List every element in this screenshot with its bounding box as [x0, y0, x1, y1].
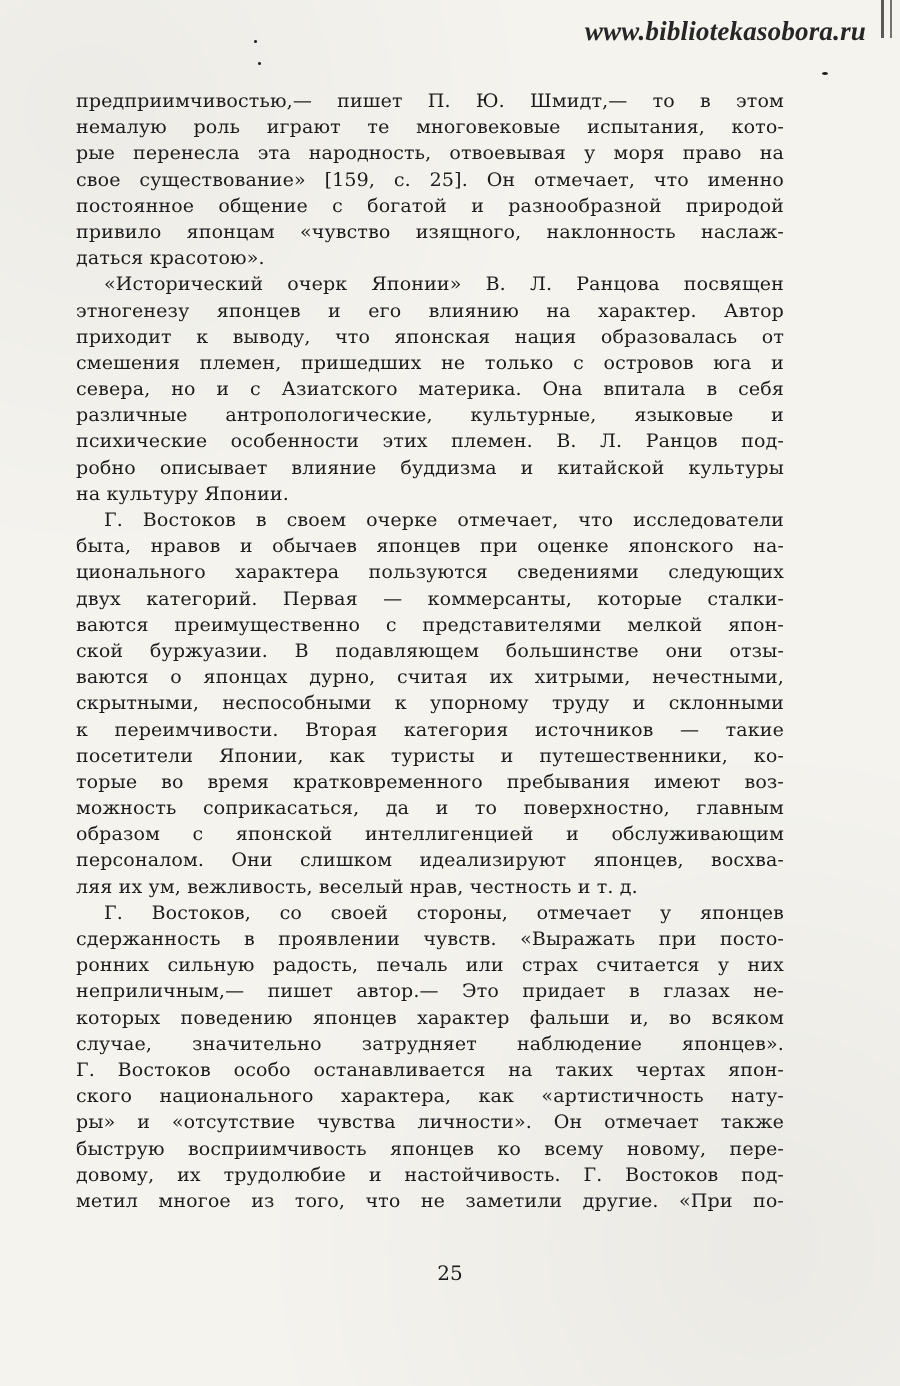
- text-line: двух категорий. Первая — коммерсанты, которые сталки-: [76, 587, 784, 610]
- text-line: робно описывает влияние буддизма и китайской культуры: [76, 456, 784, 479]
- text-line: торые во время кратковременного пребывания имеют воз-: [76, 770, 784, 793]
- text-line: Г. Востоков особо останавливается на таких чертах япон-: [76, 1058, 784, 1081]
- text-line: скрытными, неспособными к упорному труду и склонными: [76, 692, 784, 715]
- text-line: предприимчивостью,— пишет П. Ю. Шмидт,— то в этом: [76, 90, 784, 112]
- text-line: приходит к выводу, что японская нация образовалась от: [76, 325, 784, 348]
- text-line: привило японцам «чувство изящного, наклонность наслаж-: [76, 220, 784, 243]
- text-line: ского национального характера, как «артистичность нату-: [76, 1085, 784, 1108]
- text-line: неприличным,— пишет автор.— Это придает в глазах не-: [76, 980, 784, 1003]
- text-line: которых поведению японцев характер фальши и, во всяком: [76, 1006, 784, 1029]
- text-line: быта, нравов и обычаев японцев при оценке японского на-: [76, 535, 784, 558]
- text-line: ваются преимущественно с представителями мелкой япон-: [76, 613, 784, 636]
- text-line: метил многое из того, что не заметили другие. «При по-: [76, 1189, 784, 1212]
- text-line: рые перенесла эта народность, отвоевывая у моря право на: [76, 142, 784, 165]
- text-line: севера, но и с Азиатского материка. Она впитала в себя: [76, 378, 784, 401]
- text-line: Г. Востоков, со своей стороны, отмечает у японцев: [104, 901, 784, 924]
- scan-speck: [254, 40, 257, 43]
- text-line: быструю восприимчивость японцев ко всему новому, пере-: [76, 1137, 784, 1160]
- text-line: к переимчивости. Вторая категория источников — такие: [76, 718, 784, 741]
- text-line: смешения племен, пришедших не только с островов юга и: [76, 351, 784, 374]
- text-line: персоналом. Они слишком идеализируют японцев, восхва-: [76, 849, 784, 872]
- text-line: посетители Японии, как туристы и путешественники, ко-: [76, 744, 784, 767]
- site-watermark: www.bibliotekasobora.ru: [584, 16, 866, 46]
- text-line: ры» и «отсутствие чувства личности». Он отмечает также: [76, 1111, 784, 1134]
- text-line: «Исторический очерк Японии» В. Л. Ранцова посвящен: [104, 273, 784, 296]
- text-line: на культуру Японии.: [76, 482, 289, 505]
- text-line: этногенезу японцев и его влиянию на характер. Автор: [76, 299, 784, 322]
- page-number: 25: [437, 1261, 463, 1285]
- scan-speck: [258, 62, 261, 65]
- text-line: ской буржуазии. В подавляющем большинстве они отзы-: [76, 639, 784, 662]
- page-edge-mark: [881, 0, 892, 38]
- text-line: ляя их ум, вежливость, веселый нрав, честность и т. д.: [76, 875, 638, 898]
- text-line: ронних сильную радость, печаль или страх считается у них: [76, 954, 784, 977]
- text-line: даться красотою».: [76, 247, 265, 270]
- text-line: психические особенности этих племен. В. Л. Ранцов под-: [76, 430, 784, 453]
- text-line: сдержанность в проявлении чувств. «Выражать при посто-: [76, 928, 784, 950]
- text-line: ваются о японцах дурно, считая их хитрыми, нечестными,: [76, 666, 784, 689]
- text-line: можность соприкасаться, да и то поверхностно, главным: [76, 797, 784, 820]
- text-line: образом с японской интеллигенцией и обслуживающим: [76, 823, 784, 846]
- text-line: немалую роль играют те многовековые испытания, кото-: [76, 116, 784, 139]
- text-line: случае, значительно затрудняет наблюдение японцев».: [76, 1032, 784, 1055]
- text-line: довому, их трудолюбие и настойчивость. Г. Востоков под-: [76, 1163, 784, 1186]
- text-line: свое существование» [159, с. 25]. Он отмечает, что именно: [76, 168, 784, 191]
- text-line: постоянное общение с богатой и разнообразной природой: [76, 194, 784, 217]
- text-line: ционального характера пользуются сведениями следующих: [76, 561, 784, 584]
- body-text: [76, 88, 784, 1214]
- text-line: различные антропологические, культурные, языковые и: [76, 404, 784, 427]
- scan-speck: [822, 72, 828, 75]
- text-line: Г. Востоков в своем очерке отмечает, что исследователи: [104, 509, 784, 531]
